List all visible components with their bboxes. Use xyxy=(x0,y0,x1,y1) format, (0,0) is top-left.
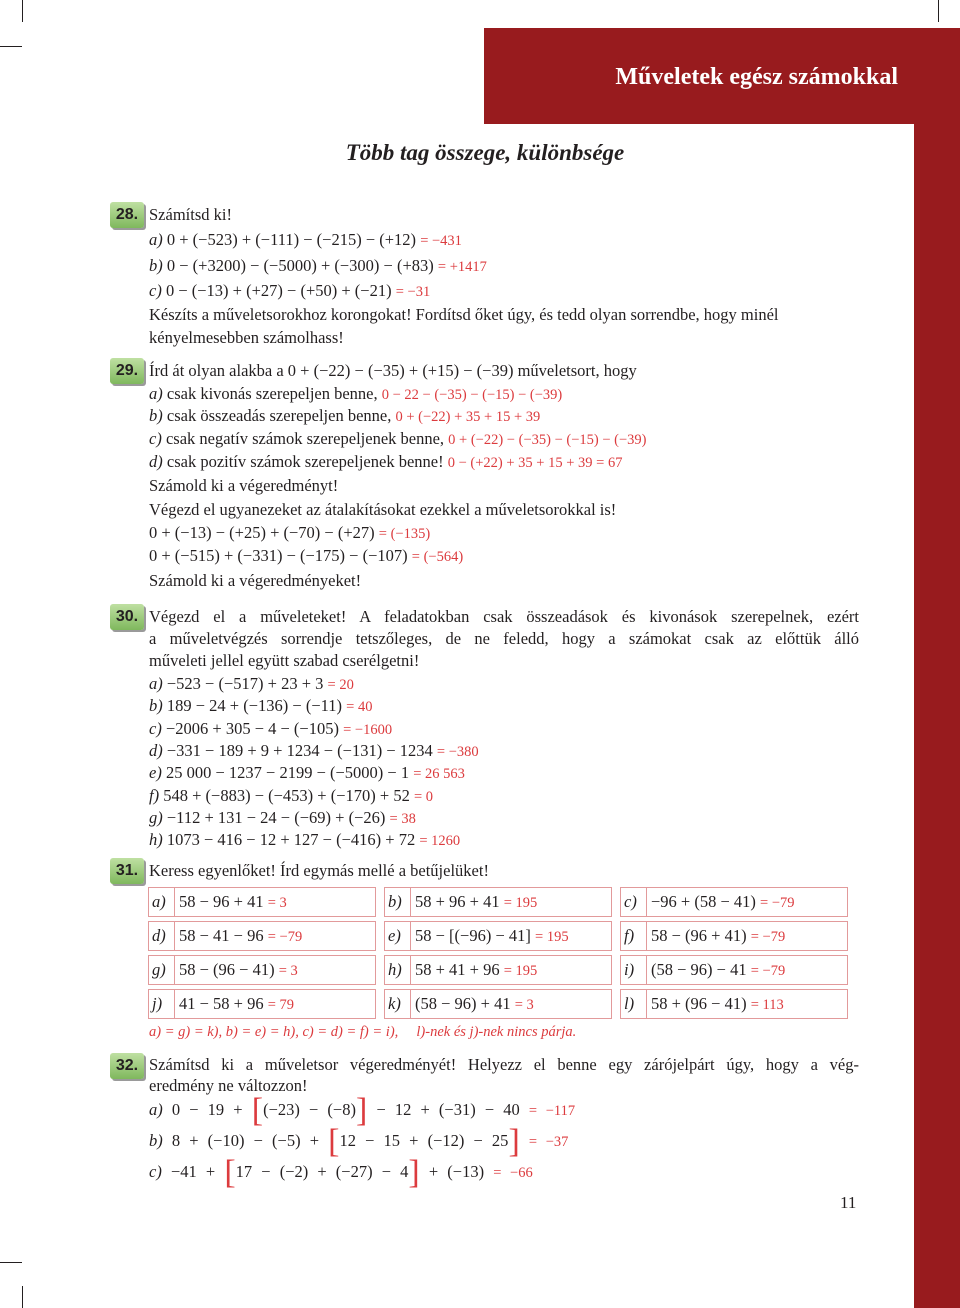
match-box-f: f) 58 − (96 + 41) = −79 xyxy=(620,921,848,951)
exercise-28-note-line1: Készíts a műveletsorokhoz korongokat! Fordítsd őket úgy, és tedd olyan sorrendbe, hogy minél xyxy=(149,305,779,324)
exercise-number-32: 32. xyxy=(110,1053,144,1079)
exercise-32-item-b: b) 8 + (−10) − (−5) + [12 − 15 + (−12) − 25] = −37 xyxy=(149,1123,569,1160)
exercise-31-answer: a) = g) = k), b) = e) = h), c) = d) = f) = i), l)-nek és j)-nek nincs párja. xyxy=(149,1024,577,1040)
exercise-28-intro: Számítsd ki! xyxy=(149,205,232,224)
exercise-32-item-a: a) 0 − 19 + [(−23) − (−8)] − 12 + (−31) − 40 = −117 xyxy=(149,1092,576,1129)
exercise-30-intro-line1: Végezd el a műveleteket! A feladatokban csak összeadások és kivonások szerepelnek, ezért xyxy=(149,607,859,626)
bracket-close: ] xyxy=(355,1092,368,1129)
exercise-28-note-line2: kényelmesebben számolhass! xyxy=(149,328,344,347)
exercise-28-item-c: c) 0 − (−13) + (+27) − (+50) + (−21) = −31 xyxy=(149,281,431,300)
crop-mark xyxy=(0,46,22,47)
exercise-30-item-b: b) 189 − 24 + (−136) − (−11) = 40 xyxy=(149,696,373,715)
match-box-c: c) −96 + (58 − 41) = −79 xyxy=(620,887,848,917)
page-number: 11 xyxy=(840,1193,857,1212)
exercise-29-extra-1: 0 + (−13) − (+25) + (−70) − (+27) = (−135) xyxy=(149,523,431,542)
bracket-close: ] xyxy=(508,1123,520,1160)
match-box-i: i) (58 − 96) − 41 = −79 xyxy=(620,955,848,985)
exercise-31-intro: Keress egyenlőket! Írd egymás mellé a betűjelüket! xyxy=(149,861,489,880)
exercise-32-intro-line1: Számítsd ki a műveletsor végeredményét! Helyezz el benne egy zárójelpárt úgy, hogy a vég- xyxy=(149,1055,859,1074)
chapter-title: Műveletek egész számokkal xyxy=(615,64,898,90)
crop-mark xyxy=(22,0,23,22)
exercise-29-result: Számold ki a végeredményt! xyxy=(149,476,339,495)
bracket-open: [ xyxy=(328,1123,340,1160)
match-box-b: b) 58 + 96 + 41 = 195 xyxy=(384,887,612,917)
exercise-29-extra-2: 0 + (−515) + (−331) − (−175) − (−107) = (−564) xyxy=(149,546,464,565)
chapter-header-band xyxy=(484,28,960,124)
crop-mark xyxy=(0,1262,22,1263)
exercise-32-item-c: c) −41 + [17 − (−2) + (−27) − 4] + (−13) = −66 xyxy=(149,1154,533,1191)
match-box-a: a) 58 − 96 + 41 = 3 xyxy=(148,887,376,917)
exercise-30-item-d: d) −331 − 189 + 9 + 1234 − (−131) − 1234 = −380 xyxy=(149,741,479,760)
exercise-number-30: 30. xyxy=(110,604,144,630)
exercise-30-item-c: c) −2006 + 305 − 4 − (−105) = −1600 xyxy=(149,719,393,738)
exercise-number-31: 31. xyxy=(110,858,144,884)
exercise-29-item-a: a) csak kivonás szerepeljen benne, 0 − 22 − (−35) − (−15) − (−39) xyxy=(149,384,563,403)
exercise-30-item-e: e) 25 000 − 1237 − 2199 − (−5000) − 1 = 26 563 xyxy=(149,763,465,782)
match-box-d: d) 58 − 41 − 96 = −79 xyxy=(148,921,376,951)
exercise-29-item-b: b) csak összeadás szerepeljen benne, 0 + (−22) + 35 + 15 + 39 xyxy=(149,406,541,425)
exercise-30-item-h: h) 1073 − 416 − 12 + 127 − (−416) + 72 = 1260 xyxy=(149,830,461,849)
exercise-28-item-a: a) 0 + (−523) + (−111) − (−215) − (+12) = −431 xyxy=(149,230,462,249)
bracket-open: [ xyxy=(224,1154,236,1191)
match-box-h: h) 58 + 41 + 96 = 195 xyxy=(384,955,612,985)
match-box-g: g) 58 − (96 − 41) = 3 xyxy=(148,955,376,985)
bracket-open: [ xyxy=(251,1092,264,1129)
exercise-30-item-g: g) −112 + 131 − 24 − (−69) + (−26) = 38 xyxy=(149,808,416,827)
exercise-29-repeat: Végezd el ugyanezeket az átalakításokat ezekkel a műveletsorokkal is! xyxy=(149,500,617,519)
section-title: Több tag összege, különbsége xyxy=(345,140,625,165)
exercise-32-intro-line2: eredmény ne változzon! xyxy=(149,1076,308,1095)
chapter-sidebar-strip xyxy=(914,124,960,1308)
exercise-29-intro: Írd át olyan alakba a 0 + (−22) − (−35) + (+15) − (−39) műveletsort, hogy xyxy=(149,361,637,380)
crop-mark xyxy=(22,1286,23,1308)
match-box-j: j) 41 − 58 + 96 = 79 xyxy=(148,989,376,1019)
crop-mark xyxy=(938,0,939,22)
exercise-number-28: 28. xyxy=(110,202,144,228)
exercise-29-item-d: d) csak pozitív számok szerepeljenek benne! 0 − (+22) + 35 + 15 + 39 = 67 xyxy=(149,452,623,471)
match-box-k: k) (58 − 96) + 41 = 3 xyxy=(384,989,612,1019)
exercise-28-item-b: b) 0 − (+3200) − (−5000) + (−300) − (+83) = +1417 xyxy=(149,256,487,275)
match-box-l: l) 58 + (96 − 41) = 113 xyxy=(620,989,848,1019)
match-box-e: e) 58 − [(−96) − 41] = 195 xyxy=(384,921,612,951)
exercise-29-item-c: c) csak negatív számok szerepeljenek benne, 0 + (−22) − (−35) − (−15) − (−39) xyxy=(149,429,647,448)
bracket-close: ] xyxy=(408,1154,420,1191)
exercise-number-29: 29. xyxy=(110,358,144,384)
exercise-30-intro-line2: a műveletvégzés sorrendje tetszőleges, de ne feledd, hogy a számokat csak az előttük álló xyxy=(149,629,859,648)
exercise-30-item-a: a) −523 − (−517) + 23 + 3 = 20 xyxy=(149,674,354,693)
exercise-29-result2: Számold ki a végeredményeket! xyxy=(149,571,362,590)
exercise-30-intro-line3: műveleti jellel együtt szabad cserélgetni! xyxy=(149,651,420,670)
exercise-30-item-f: f) 548 + (−883) − (−453) + (−170) + 52 = 0 xyxy=(149,786,434,805)
